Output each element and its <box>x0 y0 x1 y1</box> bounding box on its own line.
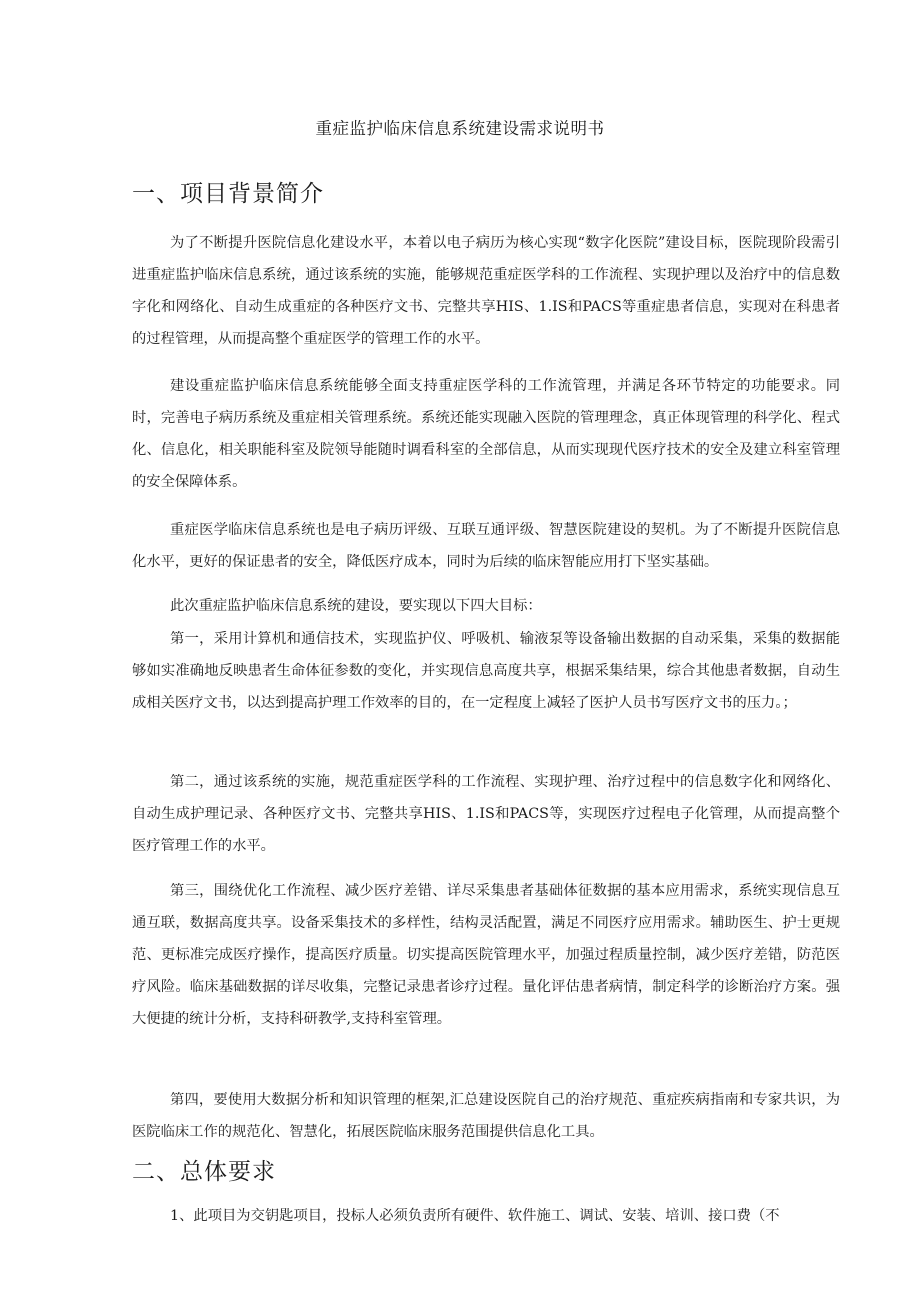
paragraph-requirements-1: 1、此项目为交钥匙项目，投标人必须负责所有硬件、软件施工、调试、安装、培训、接口费（不 <box>170 1208 780 1224</box>
section-heading-requirements: 二、总体要求 <box>132 1159 276 1185</box>
paragraph-background-3: 重症医学临床信息系统也是电子病历评级、互联互通评级、智慧医院建设的契机。为了不断提升医院信息化水平，更好的保证患者的安全，降低医疗成本，同时为后续的临床智能应用打下坚实基础。 <box>132 522 840 570</box>
document-title: 重症监护临床信息系统建设需求说明书 <box>315 119 605 138</box>
paragraph-goal-2: 第二，通过该系统的实施，规范重症医学科的工作流程、实现护理、治疗过程中的信息数字化和网络化、自动生成护理记录、各种医疗文书、完整共享HIS、1.IS和PACS等，实现医疗过程电子化管理，从而提高整个医疗管理工作的水平。 <box>132 774 840 854</box>
paragraph-background-1: 为了不断提升医院信息化建设水平，本着以电子病历为核心实现“数字化医院”建设目标，医院现阶段需引进重症监护临床信息系统，通过该系统的实施，能够规范重症医学科的工作流程、实现护理以及治疗中的信息数字化和网络化、自动生成重症的各种医疗文书、完整共享HIS、1.IS和PACS等重症患者信息，实现对在科患者的过程管理，从而提高整个重症医学的管理工作的水平。 <box>132 235 840 347</box>
paragraph-goals-intro: 此次重症监护临床信息系统的建设，要实现以下四大目标： <box>170 598 542 614</box>
paragraph-background-2: 建设重症监护临床信息系统能够全面支持重症医学科的工作流管理，并满足各环节特定的功能要求。同时，完善电子病历系统及重症相关管理系统。系统还能实现融入医院的管理理念，真正体现管理的科学化、程式化、信息化，相关职能科室及院领导能随时调看科室的全部信息，从而实现现代医疗技术的安全及建立科室管理的安全保障体系。 <box>132 378 840 490</box>
section-heading-background: 一、项目背景简介 <box>132 181 324 207</box>
paragraph-goal-3: 第三，围绕优化工作流程、减少医疗差错、详尽采集患者基础体征数据的基本应用需求，系统实现信息互通互联，数据高度共享。设备采集技术的多样性，结构灵活配置，满足不同医疗应用需求。辅助医生、护士更规范、更标准完成医疗操作，提高医疗质量。切实提高医院管理水平，加强过程质量控制，减少医疗差错，防范医疗风险。临床基础数据的详尽收集，完整记录患者诊疗过程。量化评估患者病情，制定科学的诊断治疗方案。强大便捷的统计分析，支持科研教学,支持科室管理。 <box>132 883 840 1027</box>
paragraph-goal-1: 第一，采用计算机和通信技术，实现监护仪、呼吸机、输液泵等设备输出数据的自动采集，采集的数据能够如实准确地反映患者生命体征参数的变化，并实现信息高度共享，根据采集结果，综合其他患者数据，自动生成相关医疗文书，以达到提高护理工作效率的目的，在一定程度上减轻了医护人员书写医疗文书的压力。； <box>132 631 840 711</box>
paragraph-goal-4: 第四，要使用大数据分析和知识管理的框架,汇总建设医院自己的治疗规范、重症疾病指南和专家共识，为医院临床工作的规范化、智慧化，拓展医院临床服务范围提供信息化工具。 <box>132 1092 840 1140</box>
